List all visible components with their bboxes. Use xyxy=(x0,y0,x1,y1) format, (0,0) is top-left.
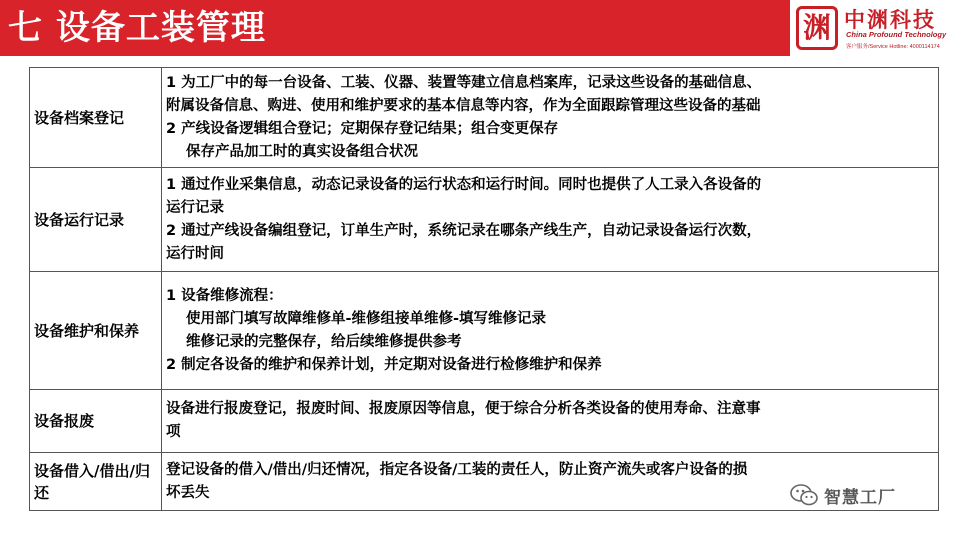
logo-english-name: China Profound Technology xyxy=(846,30,947,39)
content-line: 2 制定各设备的维护和保养计划，并定期对设备进行检修维护和保养 xyxy=(166,356,602,373)
page-title: 七 设备工装管理 xyxy=(8,8,266,48)
row-content xyxy=(162,68,939,168)
content-line: 2 通过产线设备编组登记，订单生产时，系统记录在哪条产线生产，自动记录设备运行次数， xyxy=(166,222,762,239)
wechat-icon xyxy=(790,484,818,506)
table-row xyxy=(30,272,939,390)
content-line: 运行记录 xyxy=(166,199,224,216)
row-content xyxy=(162,390,939,453)
header-bar xyxy=(0,0,960,56)
row-label: 设备报废 xyxy=(30,390,162,453)
row-label: 设备档案登记 xyxy=(30,68,162,168)
content-line: 2 产线设备逻辑组合登记；定期保存登记结果；组合变更保存 xyxy=(166,120,559,137)
content-line: 保存产品加工时的真实设备组合状况 xyxy=(186,143,418,160)
logo-hotline: 客户服务/Service Hotline: 4000114174 xyxy=(846,44,940,50)
table-row xyxy=(30,168,939,272)
content-line: 运行时间 xyxy=(166,245,224,262)
content-line: 登记设备的借入/借出/归还情况，指定各设备/工装的责任人，防止资产流失或客户设备的损 xyxy=(166,461,748,478)
logo-name: 中渊科技 xyxy=(844,7,936,32)
content-line: 坏丢失 xyxy=(166,484,210,501)
content-line: 维修记录的完整保存，给后续维修提供参考 xyxy=(186,333,462,350)
content-line: 附属设备信息、购进、使用和维护要求的基本信息等内容，作为全面跟踪管理这些设备的基础 xyxy=(166,97,761,114)
logo-seal-icon: 渊 xyxy=(796,6,838,50)
content-line: 项 xyxy=(166,424,181,440)
content-line: 1 为工厂中的每一台设备、工装、仪器、装置等建立信息档案库，记录这些设备的基础信息、 xyxy=(166,74,762,91)
equipment-management-table xyxy=(29,67,939,511)
table-row xyxy=(30,390,939,453)
content-line: 设备进行报废登记，报废时间、报废原因等信息，便于综合分析各类设备的使用寿命、注意事 xyxy=(166,401,761,417)
row-label: 设备运行记录 xyxy=(30,168,162,272)
row-label: 设备借入/借出/归还 xyxy=(30,453,162,511)
row-content xyxy=(162,272,939,390)
content-line: 使用部门填写故障维修单-维修组接单维修-填写维修记录 xyxy=(186,310,547,327)
content-line: 1 设备维修流程： xyxy=(166,287,283,304)
table-row xyxy=(30,68,939,168)
company-logo xyxy=(790,0,960,56)
watermark-text: 智慧工厂 xyxy=(824,487,896,508)
watermark xyxy=(790,480,896,510)
row-label: 设备维护和保养 xyxy=(30,272,162,390)
row-content xyxy=(162,168,939,272)
content-line: 1 通过作业采集信息，动态记录设备的运行状态和运行时间。同时也提供了人工录入各设备的 xyxy=(166,176,762,193)
